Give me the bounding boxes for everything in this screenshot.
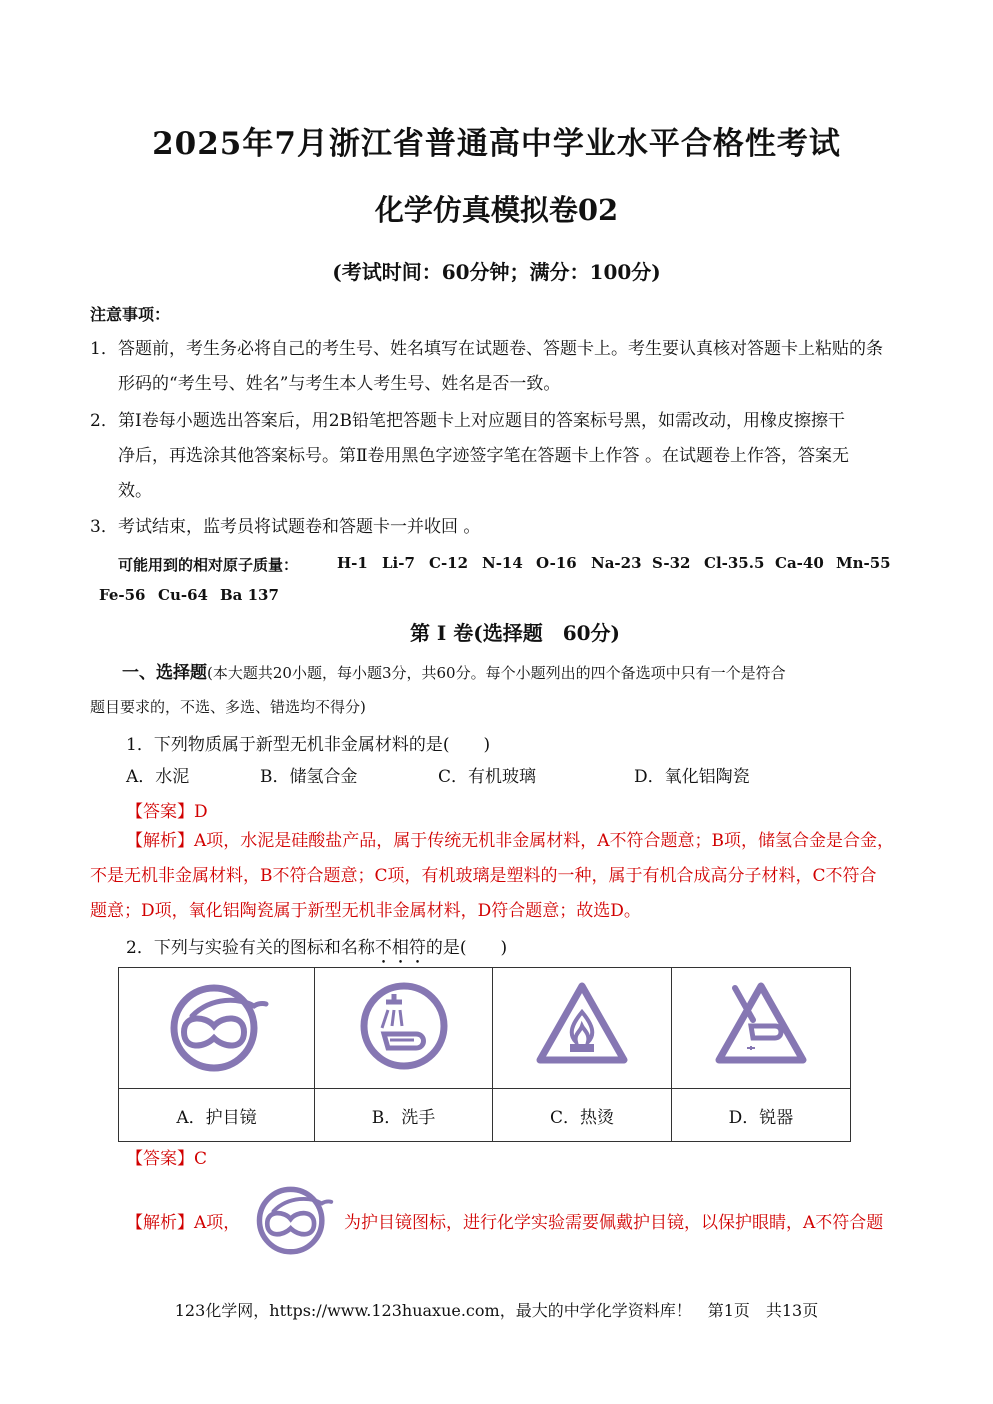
atomic-mass-label: 可能用到的相对原子质量： (118, 556, 299, 574)
mass-c: C-12 (429, 554, 469, 572)
heat-icon-cell (493, 968, 672, 1089)
goggles-icon (162, 976, 272, 1076)
q2-icon-table (118, 967, 851, 1142)
q1-option-b: B．储氢合金 (260, 767, 358, 787)
mass-o: O-16 (536, 554, 577, 572)
notice-item-1: 1．答题前，考生务必将自己的考生号、姓名填写在试题卷、答题卡上。考生要认真核对答题卡上粘贴的条 形码的“考生号、姓名”与考生本人考生号、姓名是否一致。 (90, 339, 883, 394)
q1-option-a: A．水泥 (126, 767, 190, 787)
q2-answer: 【答案】C (126, 1149, 208, 1169)
notice-heading: 注意事项： (90, 305, 171, 324)
choice-intro: 一、选择题(本大题共20小题，每小题3分，共60分。每个小题列出的四个备选项中只有一个是符合 题目要求的，不选、多选、错选均不得分) (90, 663, 786, 716)
notice-item-3: 3．考试结束，监考员将试题卷和答题卡一并收回 。 (90, 517, 481, 537)
label-sharp: D．锐器 (672, 1089, 851, 1142)
q2-analysis-pre: 【解析】A项， (126, 1213, 241, 1233)
q2-stem: 2．下列与实验有关的图标和名称不相符的是( ) (126, 938, 508, 958)
sharp-object-icon (711, 976, 811, 1076)
mass-cl: Cl-35.5 (704, 554, 765, 572)
mass-s: S-32 (652, 554, 691, 572)
q2-analysis-post: 为护目镜图标，进行化学实验需要佩戴护目镜，以保护眼睛，A不符合题 (344, 1213, 884, 1233)
mass-mn: Mn-55 (836, 554, 891, 572)
mass-fe: Fe-56 (99, 586, 146, 604)
q1-analysis: 【解析】A项，水泥是硅酸盐产品，属于传统无机非金属材料，A不符合题意；B项，储氢合金是合金， 不是无机非金属材料，B不符合题意；C项，有机玻璃是塑料的一种，属于有机合成高分子材料，C不符合 题意；D项，氧化铝陶瓷属于新型无机非金属材料，D符合题意；故选D。 (90, 831, 895, 921)
section-title: 第 I 卷(选择题 60分) (409, 621, 621, 645)
q1-answer: 【答案】D (126, 802, 208, 822)
mass-li: Li-7 (382, 554, 415, 572)
mass-na: Na-23 (591, 554, 642, 572)
q2-emphasis: 不相符 (374, 938, 426, 958)
label-handwash: B．洗手 (315, 1089, 493, 1142)
goggles-icon-cell (119, 968, 315, 1089)
page-footer: 123化学网，https://www.123huaxue.com，最大的中学化学资料库！ 第1页 共13页 (174, 1301, 819, 1320)
mass-h: H-1 (337, 554, 368, 572)
exam-title: 2025年7月浙江省普通高中学业水平合格性考试 (152, 126, 841, 162)
notice-item-2: 2．第Ⅰ卷每小题选出答案后，用2B铅笔把答题卡上对应题目的答案标号黑，如需改动，用橡皮擦擦干 净后，再选涂其他答案标号。第Ⅱ卷用黑色字迹签字笔在答题卡上作答 。在试题卷上作答，答案无 效。 (90, 411, 849, 501)
exam-subtitle: 化学仿真模拟卷02 (374, 193, 619, 227)
heat-icon (532, 976, 632, 1076)
mass-ca: Ca-40 (775, 554, 824, 572)
handwash-icon (354, 976, 454, 1076)
exam-info: (考试时间：60分钟；满分：100分) (332, 260, 661, 284)
label-heat: C．热烫 (493, 1089, 672, 1142)
q1-stem: 1．下列物质属于新型无机非金属材料的是( ) (126, 735, 491, 755)
mass-cu: Cu-64 (158, 586, 208, 604)
q1-option-d: D．氧化铝陶瓷 (634, 767, 750, 787)
label-goggles: A．护目镜 (119, 1089, 315, 1142)
sharp-object-icon-cell (672, 968, 851, 1089)
mass-n: N-14 (482, 554, 523, 572)
q1-option-c: C．有机玻璃 (438, 767, 537, 787)
handwash-icon-cell (315, 968, 493, 1089)
goggles-inline-icon (246, 1180, 340, 1258)
mass-ba: Ba 137 (220, 586, 279, 604)
